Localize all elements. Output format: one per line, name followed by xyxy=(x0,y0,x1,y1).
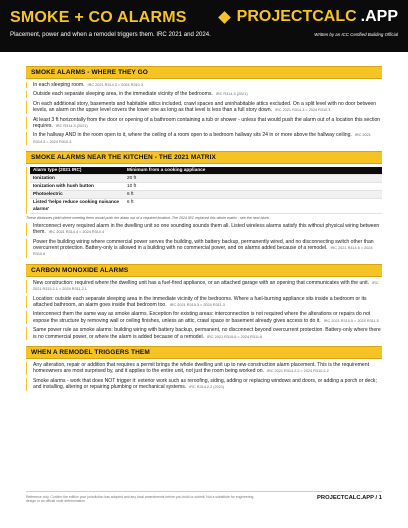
page-footer xyxy=(26,491,382,504)
table-row xyxy=(30,183,382,191)
list-item xyxy=(26,296,382,309)
page-header xyxy=(0,0,408,52)
section-remodel-triggers xyxy=(26,346,382,391)
table-header-row xyxy=(30,167,382,175)
section-heading: SMOKE ALARMS - WHERE THEY GO xyxy=(26,66,382,79)
page-subtitle: Placement, power and when a remodel triggers them. IRC 2021 and 2024. xyxy=(10,31,211,38)
column-header: Alarm type (2021 IRC) xyxy=(33,167,82,173)
item-text: Location: outside each separate sleeping area in the immediate vicinity of the bedrooms. Where a fuel-burning appliance sits inside a bedroom or its attached bathroom, an alarm goes inside that bedroom too. xyxy=(33,295,367,308)
item-text: On each additional story, basements and habitable attics included, crawl spaces and uninhabitable attics excluded. On a split level with no door between levels, an alarm on the upper level covers the lower one as long as that level is less than a full story down. xyxy=(33,100,377,114)
matrix-note: These distances yield where meeting them would push the alarm out of a required location. The 2024 IRC replaced this whole matrix - see the next block. xyxy=(26,215,270,220)
code-ref: IRC 2021 R314.3 = 2024 R310.3 xyxy=(274,108,331,113)
section-heading: SMOKE ALARMS NEAR THE KITCHEN - THE 2021 MATRIX xyxy=(26,151,382,164)
table-cell: Listed 'helps reduce cooking nuisance alarms' xyxy=(33,198,120,211)
table-cell: Photoelectric xyxy=(33,190,63,196)
section-kitchen-matrix xyxy=(26,151,382,257)
code-ref: IRC 2021 R314.3 = 2024 R310.3 xyxy=(87,83,143,87)
table-cell: 6 ft xyxy=(127,198,134,204)
item-text: Outside each separate sleeping area, in the immediate vicinity of the bedrooms. xyxy=(33,91,213,98)
list-item xyxy=(26,239,382,258)
column-header: Minimum from a cooking appliance xyxy=(127,167,206,173)
table-cell: 10 ft xyxy=(127,183,137,189)
section-heading: WHEN A REMODEL TRIGGERS THEM xyxy=(26,346,382,359)
section-co-alarms xyxy=(26,264,382,340)
table-cell: 6 ft xyxy=(127,190,134,196)
code-ref: IRC 2021 R315.3 = 2024 R311.3 xyxy=(169,302,225,307)
footer-disclaimer: Reference only. Confirm the edition your jurisdiction has adopted and any local amendments before you build or submit. Not a substitute for engineering design or an official code determination. xyxy=(26,495,254,504)
diamond-icon xyxy=(218,11,231,24)
code-ref: IRC 2021 R315.6 = 2024 R311.6 xyxy=(207,334,263,339)
table-cell: Ionization with hush button xyxy=(33,183,94,189)
code-ref: IRC 2021 R314.2.2 = 2024 R310.2.2 xyxy=(266,369,329,374)
table-row xyxy=(30,191,382,199)
table-cell: Ionization xyxy=(33,175,55,181)
section-smoke-locations xyxy=(26,66,382,145)
brand-logo xyxy=(220,8,398,26)
author-byline: Written by an ICC Certified Building Official xyxy=(314,32,398,37)
code-ref: IRC 2021 R314.3 = 2024 R310.3 xyxy=(33,133,371,144)
distance-matrix-table xyxy=(26,167,382,213)
table-row xyxy=(30,199,382,214)
table-row xyxy=(30,175,382,183)
code-ref: IRC 2021 R314.6 = 2024 R310.6 xyxy=(33,245,373,257)
item-text: Any alteration, repair or addition that requires a permit brings the whole dwelling unit up to new-construction alarm placement. This is the requirement homeowners are most surprised by, and it applies to the entire unit, not just the room being worked on. xyxy=(33,361,369,375)
item-text: In the hallway AND in the room open to it, where the ceiling of a room open to a bedroom hallway sits 24 in or more above the hallway ceiling. xyxy=(33,132,352,139)
brand-name: PROJECTCALC xyxy=(236,8,357,25)
code-ref: IRC R314.3 (2021) xyxy=(55,124,88,129)
item-text: Interconnect them the same way as smoke alarms. Exception for existing areas: interconnection is not required where the alterations or repairs do not expose the structure by removing wall or ceiling finishes, unless an attic, crawl space or basement already gives access to do it. xyxy=(33,311,371,324)
list-item xyxy=(26,311,382,324)
list-item xyxy=(26,132,382,145)
code-ref: IRC 2021 R315.2.1 = 2024 R311.2.1 xyxy=(33,280,379,292)
list-item xyxy=(26,223,382,236)
section-heading: CARBON MONOXIDE ALARMS xyxy=(26,264,382,277)
list-item xyxy=(26,117,382,130)
list-item xyxy=(26,91,382,97)
list-item xyxy=(26,362,382,375)
item-text: In each sleeping room. xyxy=(33,82,85,88)
list-item xyxy=(26,327,382,340)
item-text: Same power rule as smoke alarms: building wiring with battery backup, permanent, no disconnect beyond overcurrent protection. Battery-only where there is no commercial power, or where the alarm is added because of a remodel. xyxy=(33,327,381,340)
code-ref: IRC 2021 R314.4 = 2024 R310.4 xyxy=(48,230,105,235)
list-item xyxy=(26,280,382,293)
brand-tld: .APP xyxy=(360,8,398,25)
page-title: SMOKE + CO ALARMS xyxy=(10,9,187,26)
page-number: PROJECTCALC.APP / 1 xyxy=(317,495,382,501)
table-cell: 20 ft xyxy=(127,175,137,181)
item-text: At least 3 ft horizontally from the door or opening of a bathroom containing a tub or shower - unless that would push the alarm out of a location this section requires. xyxy=(33,116,381,130)
item-text: Smoke alarms - work that does NOT trigger it: exterior work such as reroofing, siding, adding or replacing windows and doors, or adding a porch or deck; and installing, altering or repairing plumbing or mechanical systems. xyxy=(33,377,377,391)
code-ref: IRC R314.2.2 (2021) xyxy=(189,385,225,390)
item-text: Power the building wiring where commercial power serves the building, with battery backup, permanently wired, and no disconnecting switch other than overcurrent protection. Battery-only is allowed in a building with no commercial power, and on alarms added because of a remodel. xyxy=(33,238,374,251)
list-item xyxy=(26,82,382,88)
item-text: New construction: required where the dwelling unit has a fuel-fired appliance, or an attached garage with an opening that communicates with the unit. xyxy=(33,279,370,286)
content xyxy=(0,52,408,391)
code-ref: IRC 2021 R315.5 = 2024 R311.5 xyxy=(323,318,379,323)
item-text: Interconnect every required alarm in the dwelling unit so one sounding sounds them all. Listed wireless alarms satisfy this without physical wiring between them. xyxy=(33,222,380,236)
code-ref: IRC R314.3 (2021) xyxy=(215,92,248,97)
list-item xyxy=(26,101,382,114)
list-item xyxy=(26,378,382,391)
